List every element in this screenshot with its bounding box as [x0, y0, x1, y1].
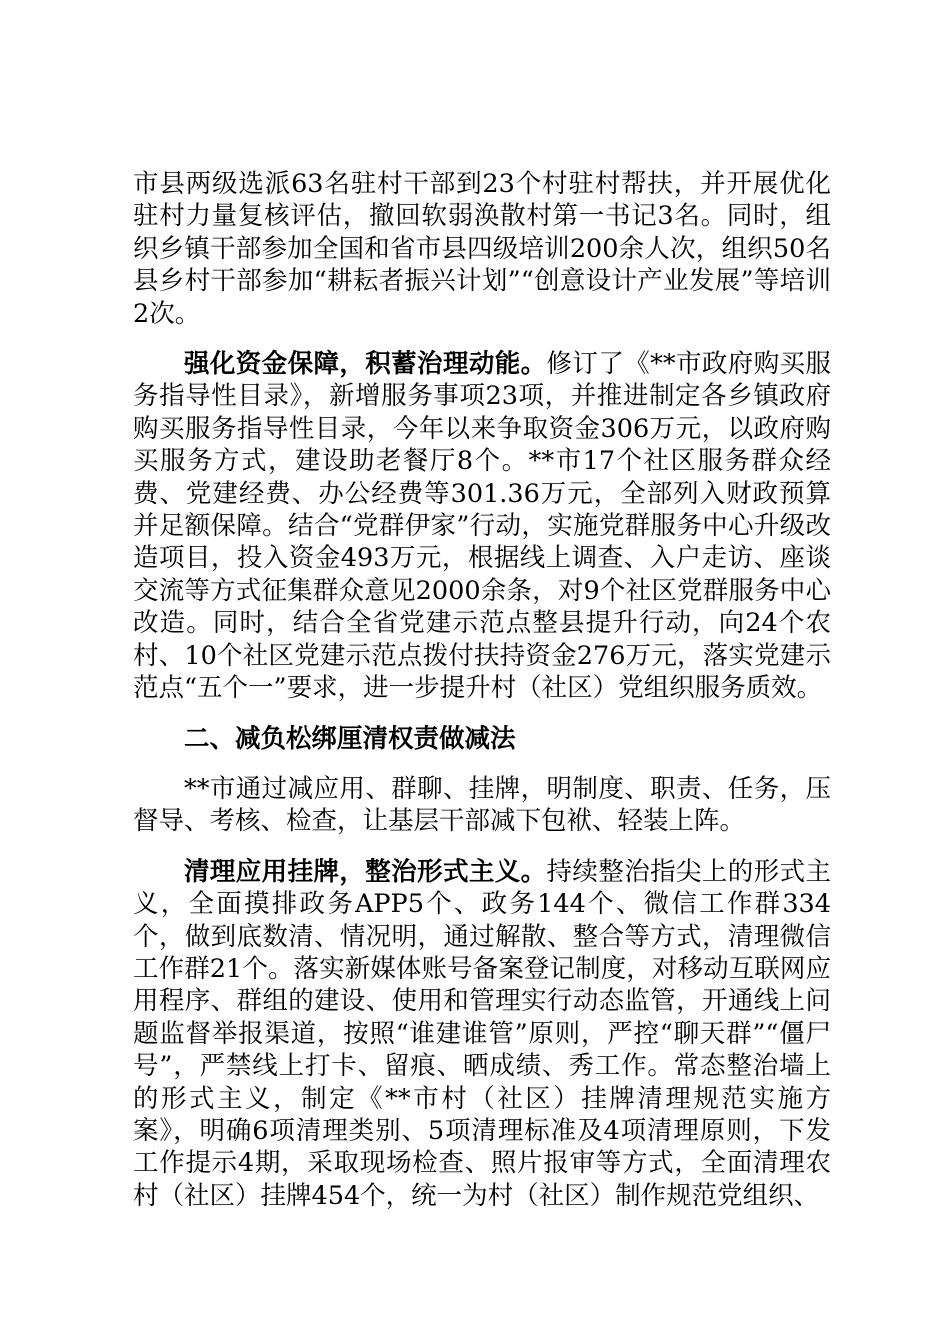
paragraph-text: 市县两级选派63名驻村干部到23个村驻村帮扶，并开展优化驻村力量复核评估，撤回软弱涣散村第一书记3名。同时，组织乡镇干部参加全国和省市县四级培训200余人次，组织50名县乡村干部参加“耕耘者振兴计划”“创意设计产业发展”等培训2次。 [133, 169, 831, 329]
paragraph-lead-title: 清理应用挂牌，整治形式主义。 [184, 856, 547, 887]
document-page [133, 168, 831, 1230]
paragraph-continuation [133, 168, 831, 330]
paragraph-intro [133, 773, 831, 838]
paragraph-text: 持续整治指尖上的形式主义，全面摸排政务APP5个、政务144个、微信工作群334个，做到底数清、情况明，通过解散、整合等方式，清理微信工作群21个。落实新媒体账号备案登记制度，对移动互联网应用程序、群组的建设、使用和管理实行动态监管，开通线上问题监督举报渠道，按照“谁建谁管”原则，严控“聊天群”“僵尸号”，严禁线上打卡、留痕、晒成绩、秀工作。常态整治墙上的形式主义，制定《**市村（社区）挂牌清理规范实施方案》，明确6项清理类别、5项清理标准及4项清理原则，下发工作提示4期，采取现场检查、照片报审等方式，全面清理农村（社区）挂牌454个，统一为村（社区）制作规范党组织、 [133, 856, 831, 1211]
paragraph-cleanup [133, 856, 831, 1212]
paragraph-funding [133, 348, 831, 704]
paragraph-lead-title: 强化资金保障，积蓄治理动能。 [184, 349, 547, 380]
paragraph-text: 修订了《**市政府购买服务指导性目录》，新增服务事项23项，并推进制定各乡镇政府购买服务指导性目录，今年以来争取资金306万元，以政府购买服务方式，建设助老餐厅8个。**市17个社区服务群众经费、党建经费、办公经费等301.36万元，全部列入财政预算并足额保障。结合“党群伊家”行动，实施党群服务中心升级改造项目，投入资金493万元，根据线上调查、入户走访、座谈交流等方式征集群众意见2000余条，对9个社区党群服务中心改造。同时，结合全省党建示范点整县提升行动，向24个农村、10个社区党建示范点拨付扶持资金276万元，落实党建示范点“五个一”要求，进一步提升村（社区）党组织服务质效。 [133, 349, 831, 704]
paragraph-text: **市通过减应用、群聊、挂牌，明制度、职责、任务，压督导、考核、检查，让基层干部减下包袱、轻装上阵。 [133, 773, 831, 837]
section-heading: 二、减负松绑厘清权责做减法 [184, 723, 516, 754]
